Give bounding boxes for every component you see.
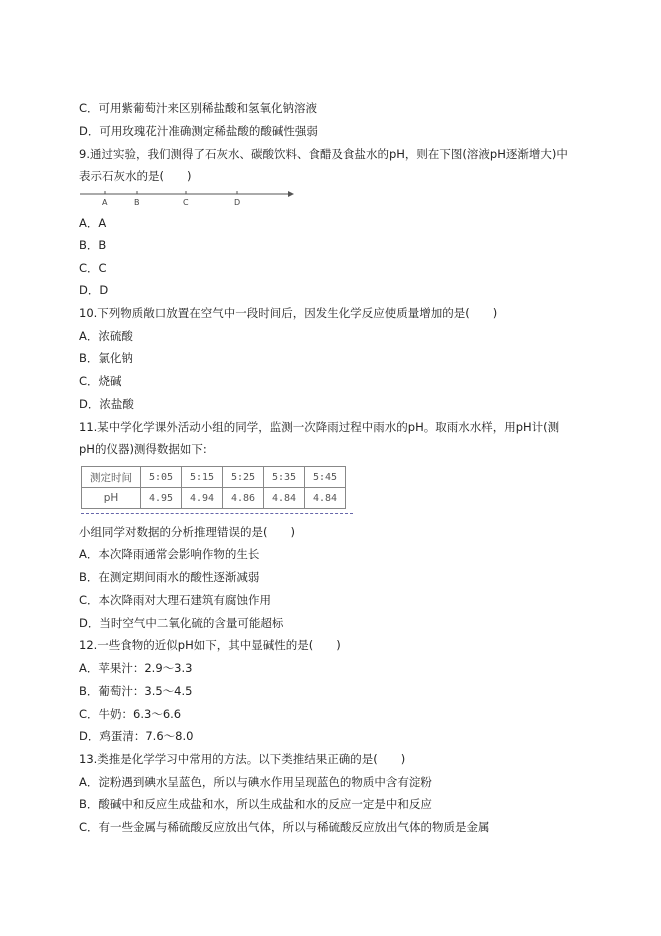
table-cell-ph: 4.84 — [305, 488, 346, 509]
q12-option-d: D．鸡蛋清：7.6～8.0 — [79, 729, 194, 743]
q13-option-a: A．淀粉遇到碘水呈蓝色，所以与碘水作用呈现蓝色的物质中含有淀粉 — [79, 775, 432, 789]
option-d-previous: D．可用玫瑰花汁准确测定稀盐酸的酸碱性强弱 — [79, 124, 318, 138]
table-cell-ph: 4.94 — [182, 488, 223, 509]
q11-stem-line-3: 小组同学对数据的分析推理错误的是( ) — [79, 525, 295, 539]
q11-option-c: C．本次降雨对大理石建筑有腐蚀作用 — [79, 593, 272, 607]
q12-stem: 12.一些食物的近似pH如下，其中显碱性的是( ) — [79, 638, 341, 652]
table-row-ph — [82, 488, 346, 509]
table-cell-time: 5:45 — [305, 467, 346, 488]
q9-option-b: B．B — [79, 238, 107, 252]
q11-stem-line-1: 11.某中学化学课外活动小组的同学，监测一次降雨过程中雨水的pH。取雨水水样，用pH计(测 — [79, 420, 560, 434]
q10-stem: 10.下列物质敞口放置在空气中一段时间后，因发生化学反应使质量增加的是( ) — [79, 306, 498, 320]
table-cell-ph: 4.84 — [264, 488, 305, 509]
q13-option-b: B．酸碱中和反应生成盐和水，所以生成盐和水的反应一定是中和反应 — [79, 797, 432, 811]
q9-stem-line-1: 9.通过实验，我们测得了石灰水、碳酸饮料、食醋及食盐水的pH，则在下图(溶液pH逐渐增大)中 — [79, 147, 568, 161]
table-cell-time: 5:05 — [141, 467, 182, 488]
axis-label-d: D — [234, 198, 241, 207]
q12-option-c: C．牛奶：6.3～6.6 — [79, 707, 182, 721]
q10-option-d: D．浓盐酸 — [79, 397, 134, 411]
table-cell-time: 5:25 — [223, 467, 264, 488]
table-cell-ph: 4.86 — [223, 488, 264, 509]
table-cell-ph: 4.95 — [141, 488, 182, 509]
q13-option-c: C．有一些金属与稀硫酸反应放出气体，所以与稀硫酸反应放出气体的物质是金属 — [79, 820, 490, 834]
axis-label-b: B — [134, 198, 140, 207]
q12-option-b: B．葡萄汁：3.5～4.5 — [79, 684, 193, 698]
q9-option-d: D．D — [79, 283, 109, 297]
q12-option-a: A．苹果汁：2.9～3.3 — [79, 661, 193, 675]
q11-option-a: A．本次降雨通常会影响作物的生长 — [79, 547, 260, 561]
table-header-ph: pH — [82, 488, 141, 509]
q9-stem-line-2: 表示石灰水的是( ) — [79, 169, 192, 183]
option-c-previous: C．可用紫葡萄汁来区别稀盐酸和氢氧化钠溶液 — [79, 101, 318, 115]
q9-option-a: A．A — [79, 216, 107, 230]
q11-option-d: D．当时空气中二氧化硫的含量可能超标 — [79, 616, 284, 630]
q11-option-b: B．在测定期间雨水的酸性逐渐减弱 — [79, 570, 260, 584]
axis-label-a: A — [102, 198, 108, 207]
ph-data-table — [81, 466, 346, 509]
q10-option-b: B．氯化钠 — [79, 351, 133, 365]
q13-stem: 13.类推是化学学习中常用的方法。以下类推结果正确的是( ) — [79, 752, 406, 766]
q10-option-a: A．浓硫酸 — [79, 329, 133, 343]
q10-option-c: C．烧碱 — [79, 374, 122, 388]
table-header-time: 测定时间 — [82, 467, 141, 488]
ph-number-line — [80, 190, 295, 208]
number-line-arrow — [288, 191, 294, 197]
axis-label-c: C — [183, 198, 189, 207]
q9-option-c: C．C — [79, 261, 107, 275]
table-cell-time: 5:15 — [182, 467, 223, 488]
q11-stem-line-2: pH的仪器)测得数据如下: — [79, 442, 207, 456]
table-underline — [81, 513, 353, 514]
table-cell-time: 5:35 — [264, 467, 305, 488]
table-row-time — [82, 467, 346, 488]
